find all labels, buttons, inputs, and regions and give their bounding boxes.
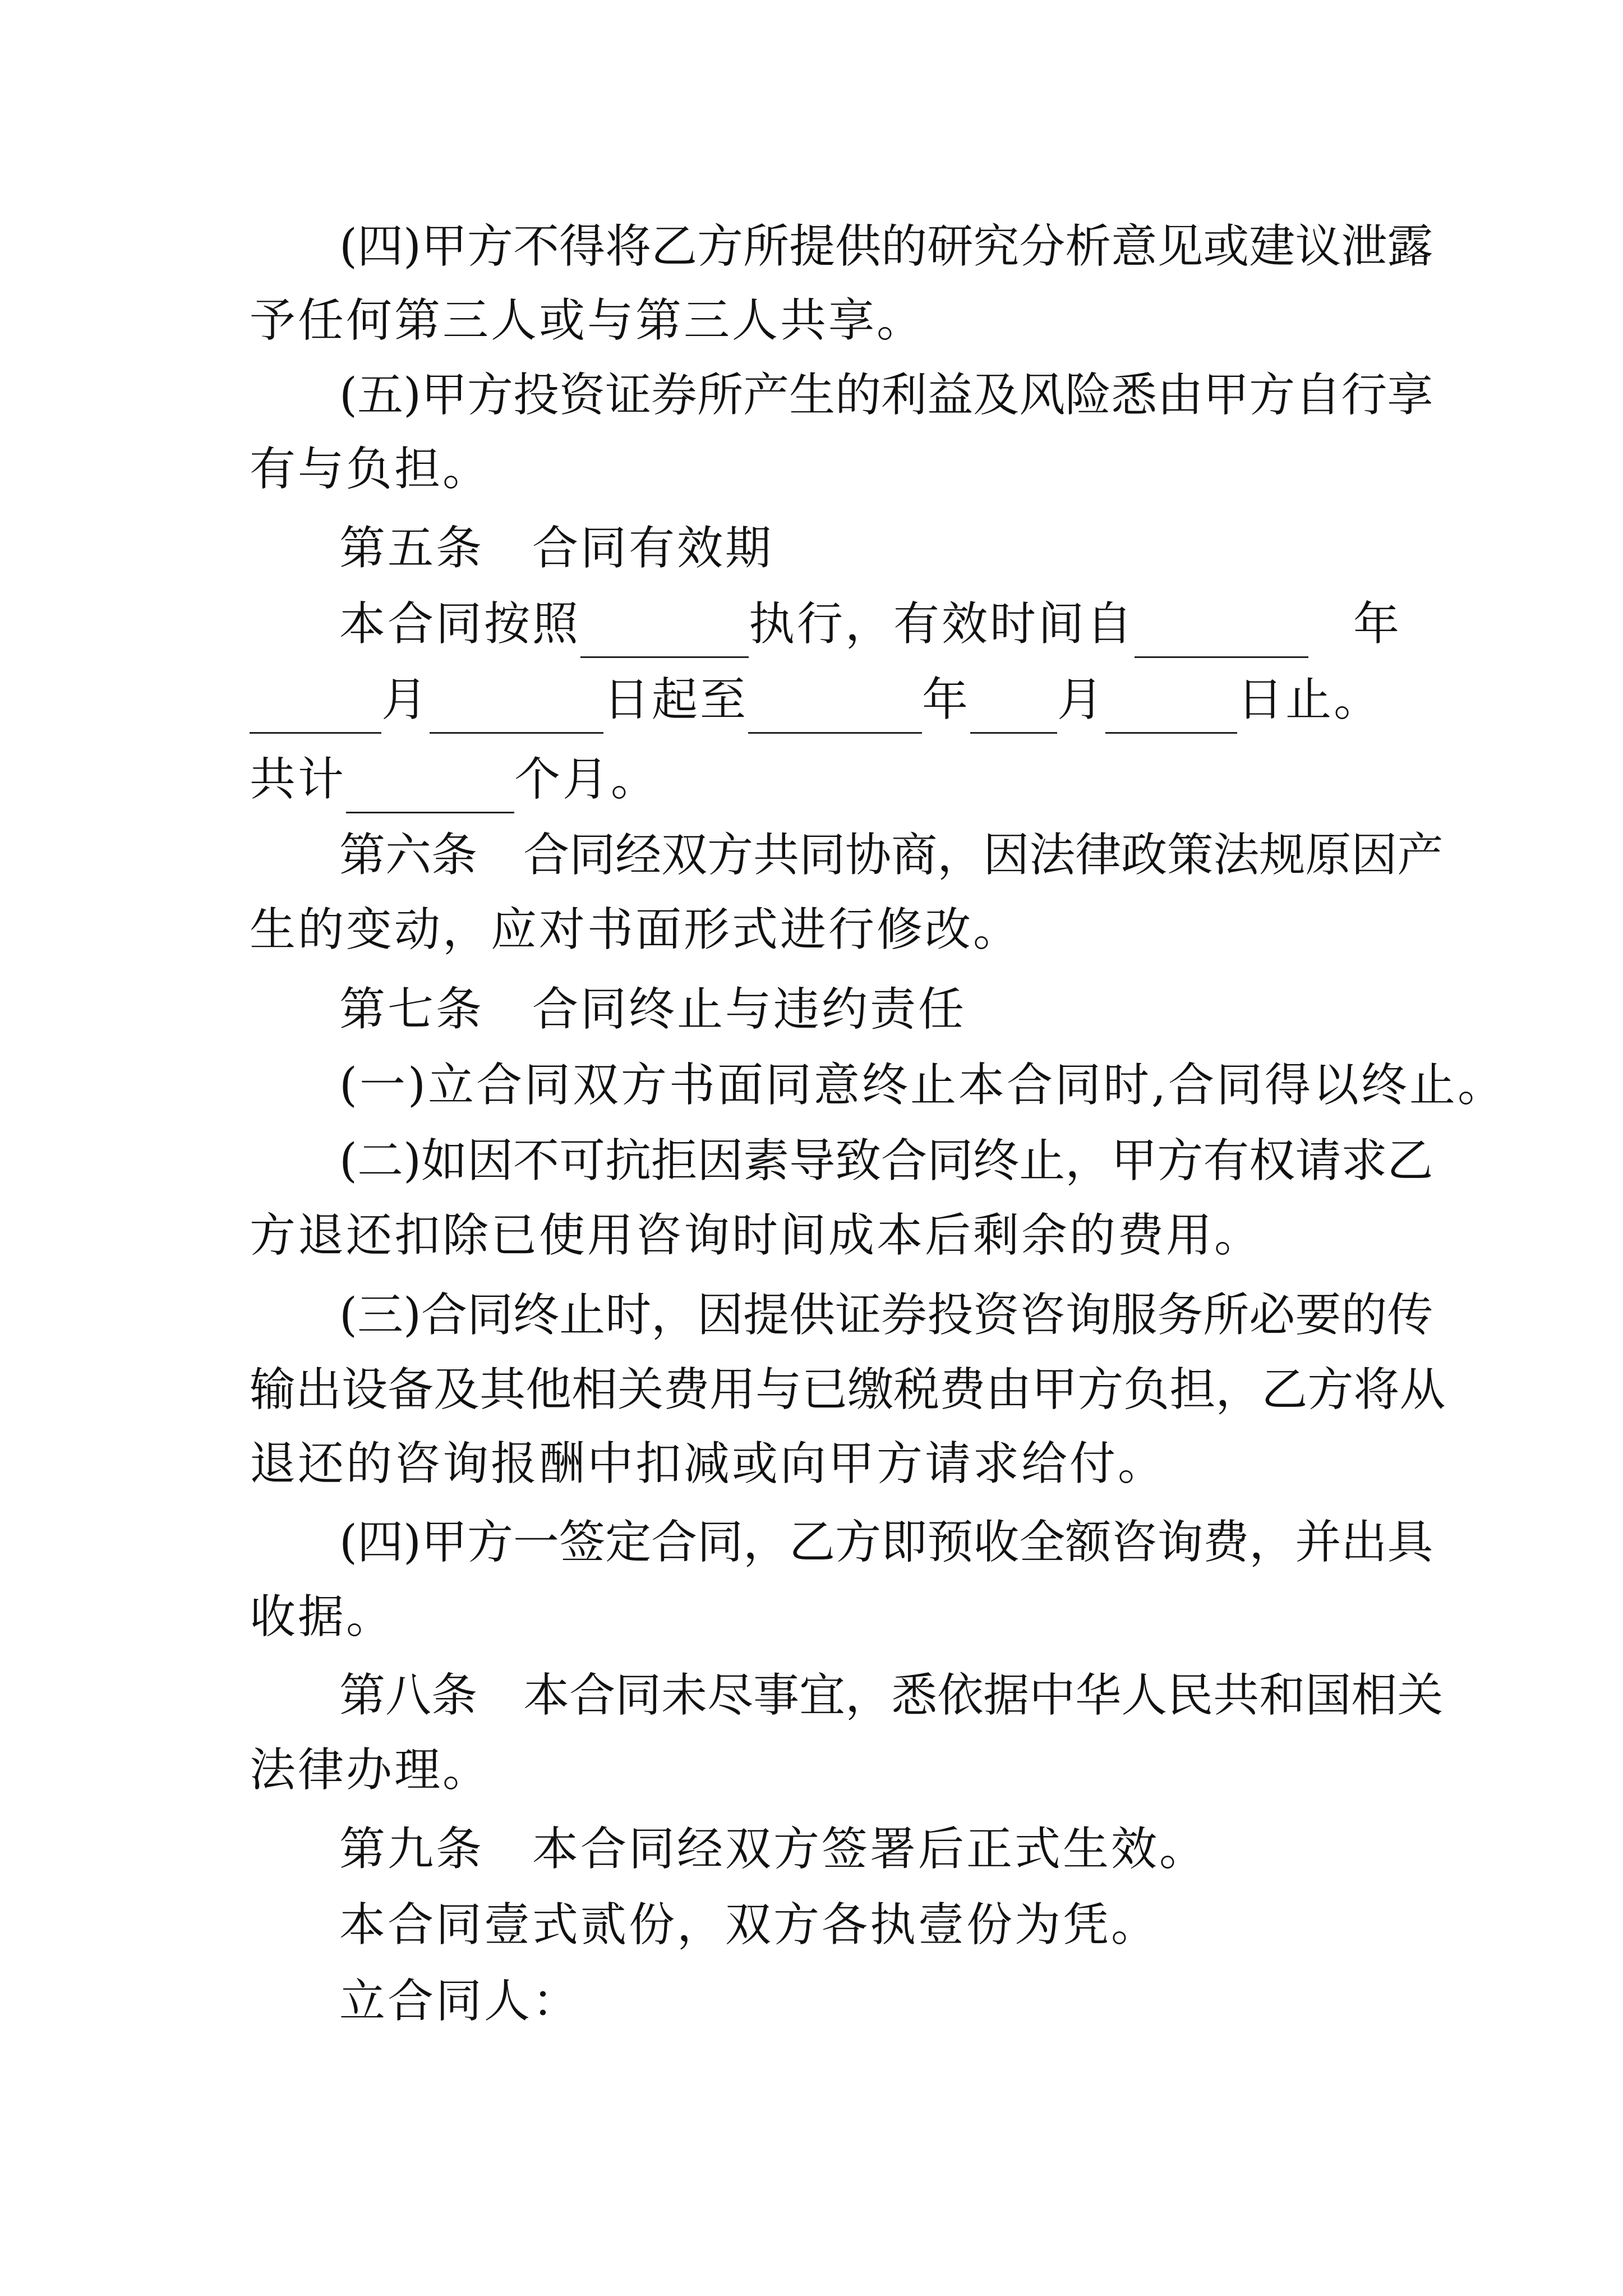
text-segment: 第五条 合同有效期: [339, 522, 774, 575]
text-segment: 个月。: [514, 753, 660, 806]
copies-statement: [339, 1892, 1388, 1959]
article-5-heading: [339, 515, 1388, 582]
article-7-item-4-line-2: [250, 1584, 1388, 1651]
text-segment: 日起至: [603, 673, 749, 726]
article-7-item-3-line-3: [250, 1430, 1388, 1498]
text-segment: 方退还扣除已使用咨询时间成本后剩余的费用。: [250, 1209, 1263, 1262]
text-segment: 法律办理。: [250, 1743, 491, 1797]
fill-in-blank[interactable]: [748, 691, 922, 734]
text-segment: 日止。: [1237, 673, 1382, 726]
article-7-item-1: [339, 1052, 1506, 1119]
text-segment: 生的变动，应对书面形式进行修改。: [250, 903, 1022, 956]
paragraph-line-3: ( 五 ) 甲 方 投 资 证 券 所 产 生 的 利 益 及 风 险 悉 由 甲 方 自 行 享: [339, 369, 1433, 422]
signatory-label: [339, 1968, 1388, 2035]
article-6-line-2: [250, 896, 1388, 964]
fill-in-blank[interactable]: [580, 615, 749, 658]
text-segment: 予任何第三人或与第三人共享。: [250, 294, 925, 347]
text-segment: 立合同人：: [339, 1975, 581, 2028]
text-segment: 共计: [250, 753, 347, 806]
paragraph-line-1: ( 四 ) 甲 方 不 得 将 乙 方 所 提 供 的 研 究 分 析 意 见 或 建 议 泄 露: [339, 220, 1433, 273]
text-segment: 月: [1057, 673, 1106, 726]
text-segment: 年: [1353, 597, 1402, 651]
text-segment: 有与负担。: [250, 443, 491, 496]
fill-in-blank[interactable]: [430, 691, 603, 734]
fill-in-blank[interactable]: [346, 770, 514, 813]
article-8-line-1: 第 八 条 本 合 同 未 尽 事 宜 ， 悉 依 据 中 华 人 民 共 和 国 相 关: [339, 1669, 1444, 1722]
text-segment: 本合同壹式贰份，双方各执壹份为凭。: [339, 1898, 1160, 1952]
paragraph-line-2: [250, 287, 1388, 355]
text-segment: 执行，有效时间自: [749, 597, 1135, 651]
fill-in-blank[interactable]: [1135, 615, 1308, 658]
text-segment: 年: [922, 673, 971, 726]
article-7-item-3-line-1: ( 三 ) 合 同 终 止 时 ， 因 提 供 证 券 投 资 咨 询 服 务 所 必 要 的 传: [339, 1289, 1433, 1342]
paragraph-line-4: [250, 436, 1388, 503]
text-segment: (一)立合同双方书面同意终止本合同时,合同得以终止。: [339, 1059, 1506, 1112]
fill-in-blank[interactable]: [970, 691, 1057, 734]
text-segment: 本合同按照: [339, 597, 581, 651]
article-5-body-line-1: [339, 591, 1402, 658]
article-7-heading: [339, 976, 1388, 1043]
fill-in-blank[interactable]: [250, 691, 381, 734]
article-7-item-3-line-2: 输 出 设 备 及 其 他 相 关 费 用 与 已 缴 税 费 由 甲 方 负 担 ， 乙 方 将 从: [250, 1363, 1446, 1416]
text-segment: 退还的咨询报酬中扣减或向甲方请求给付。: [250, 1437, 1166, 1490]
article-7-item-4-line-1: ( 四 ) 甲 方 一 签 定 合 同 ， 乙 方 即 预 收 全 额 咨 询 费 ， 并 出 具: [339, 1516, 1433, 1569]
text-segment: 收据。: [250, 1590, 395, 1644]
text-segment: 第七条 合同终止与违约责任: [339, 983, 967, 1036]
article-6-line-1: 第 六 条 合 同 经 双 方 共 同 协 商 ， 因 法 律 政 策 法 规 原 因 产: [339, 829, 1444, 882]
text-segment: 月: [381, 673, 430, 726]
article-5-body-line-3: [250, 746, 1388, 813]
article-9: [339, 1816, 1388, 1883]
article-5-body-line-2: [250, 666, 1388, 734]
article-8-line-2: [250, 1737, 1388, 1804]
article-7-item-2-line-1: ( 二 ) 如 因 不 可 抗 拒 因 素 导 致 合 同 终 止 ， 甲 方 有 权 请 求 乙: [339, 1134, 1433, 1188]
article-7-item-2-line-2: [250, 1202, 1388, 1269]
fill-in-blank[interactable]: [1105, 691, 1237, 734]
text-segment: 第九条 本合同经双方签署后正式生效。: [339, 1823, 1208, 1876]
